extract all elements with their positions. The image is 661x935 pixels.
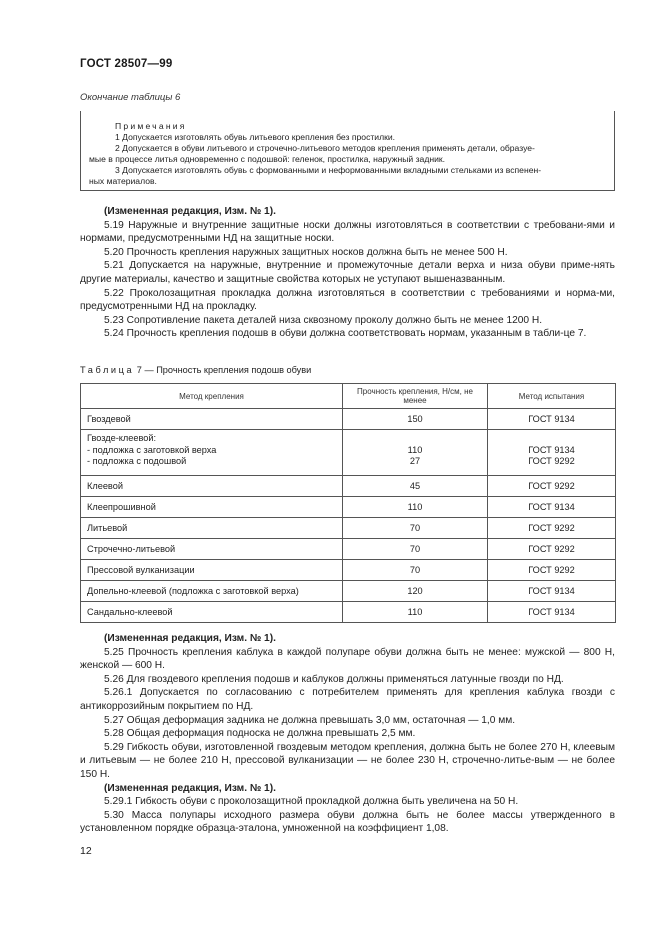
table-header-row (81, 384, 616, 409)
note-line: 1 Допускается изготовлять обувь литьевого крепления без простилки. (115, 132, 396, 142)
table-row (81, 560, 616, 581)
table-row (81, 497, 616, 518)
page-number: 12 (80, 845, 92, 857)
table-row (81, 602, 616, 623)
notes-title: Примечания (115, 121, 187, 131)
paragraph: 5.26 Для гвоздевого крепления подошв и каблуков должны применяться латунные гвозди по НД. (104, 673, 564, 685)
method-cell: Строчечно-литьевой (81, 539, 343, 560)
note-line: 3 Допускается изготовлять обувь с формованными и неформованными вкладными стельками из вспенен- (115, 165, 542, 175)
amendment-note: (Измененная редакция, Изм. № 1). (104, 782, 276, 794)
test-method-cell: ГОСТ 9134 ГОСТ 9292 (488, 430, 616, 476)
note-line: ных материалов. (89, 176, 157, 186)
table-caption (80, 365, 311, 375)
column-header: Прочность крепления, Н/см, не менее (343, 384, 488, 409)
paragraph: 5.24 Прочность крепления подошв в обуви должна соответствовать нормам, указанным в табли-це 7. (104, 328, 587, 340)
test-method-cell: ГОСТ 9292 (488, 539, 616, 560)
document-header: ГОСТ 28507—99 (80, 58, 173, 70)
method-cell: Клеепрошивной (81, 497, 343, 518)
test-method-cell: ГОСТ 9134 (488, 497, 616, 518)
method-cell: Литьевой (81, 518, 343, 539)
paragraph: 5.25 Прочность крепления каблука в каждой полупаре обуви должна быть не менее: мужской — 800 Н, женской — 600 Н. (80, 646, 615, 672)
method-cell: Прессовой вулканизации (81, 560, 343, 581)
table-row (81, 581, 616, 602)
paragraph: 5.29.1 Гибкость обуви с проколозащитной прокладкой должна быть увеличена на 50 Н. (104, 796, 519, 808)
amendment-note: (Измененная редакция, Изм. № 1). (104, 206, 276, 217)
section-5-19-to-5-24 (80, 205, 615, 341)
test-method-cell: ГОСТ 9134 (488, 602, 616, 623)
test-method-cell: ГОСТ 9134 (488, 409, 616, 430)
paragraph: 5.20 Прочность крепления наружных защитных носков должна быть не менее 500 Н. (104, 246, 508, 258)
strength-cell: 110 (343, 497, 488, 518)
strength-cell: 45 (343, 476, 488, 497)
strength-cell: 70 (343, 518, 488, 539)
column-header: Метод крепления (81, 384, 343, 409)
test-method-cell: ГОСТ 9292 (488, 560, 616, 581)
strength-cell: 150 (343, 409, 488, 430)
table-caption-label: Таблица (80, 365, 135, 375)
table-body (81, 409, 616, 623)
test-method-cell: ГОСТ 9292 (488, 518, 616, 539)
amendment-note: (Измененная редакция, Изм. № 1). (104, 633, 276, 644)
test-method-cell: ГОСТ 9134 (488, 581, 616, 602)
table-continuation-label: Окончание таблицы 6 (80, 92, 181, 103)
paragraph: 5.30 Масса полупары исходного размера обуви должна быть не более массы утвержденного в установленном порядке образца-эталона, умноженной на коэффициент 1,08. (80, 809, 615, 835)
strength-cell: 70 (343, 560, 488, 581)
paragraph: 5.28 Общая деформация подноска не должна превышать 2,5 мм. (104, 728, 416, 740)
method-cell: Сандально-клеевой (81, 602, 343, 623)
paragraph: 5.29 Гибкость обуви, изготовленной гвоздевым методом крепления, должна быть не более 270 Н, клеевым и литьевым — не более 210 Н, прессовой вулканизации — не более 230 Н, строчечно-литье-вым — не более 150 Н. (80, 741, 615, 780)
method-cell: Клеевой (81, 476, 343, 497)
paragraph: 5.22 Проколозащитная прокладка должна изготовляться в соответствии с требованиями и норма-ми, предусмотренными НД на прокладку. (80, 287, 615, 313)
sole-strength-table (80, 383, 616, 623)
strength-cell: 120 (343, 581, 488, 602)
table-row (81, 476, 616, 497)
table-row (81, 430, 616, 476)
strength-cell: 110 (343, 602, 488, 623)
paragraph: 5.26.1 Допускается по согласованию с потребителем применять для крепления каблука гвозди с антикоррозийным покрытием по НД. (80, 687, 615, 712)
table-row (81, 409, 616, 430)
note-line: 2 Допускается в обуви литьевого и строчечно-литьевого методов крепления применять детали, образуе- (115, 143, 535, 153)
method-cell: Допельно-клеевой (подложка с заготовкой верха) (81, 581, 343, 602)
table-caption-text: 7 — Прочность крепления подошв обуви (136, 365, 312, 375)
strength-cell: 70 (343, 539, 488, 560)
paragraph: 5.21 Допускается на наружные, внутренние и промежуточные детали верха и низа обуви приме-нять другие материалы, качество и защитные свойства которых не уступают вышеназванным. (80, 260, 615, 285)
paragraph: 5.19 Наружные и внутренние защитные носки должны изготовляться в соответствии с требовани-ями и нормами, предусмотренными НД на защитные носки. (80, 219, 615, 245)
test-method-cell: ГОСТ 9292 (488, 476, 616, 497)
table-row (81, 539, 616, 560)
section-5-25-to-5-30 (80, 632, 615, 836)
paragraph: 5.27 Общая деформация задника не должна превышать 3,0 мм, остаточная — 1,0 мм. (104, 714, 516, 726)
method-cell: Гвозде-клеевой: - подложка с заготовкой верха - подложка с подошвой (81, 430, 343, 476)
paragraph: 5.23 Сопротивление пакета деталей низа сквозному проколу должно быть не менее 1200 Н. (104, 314, 543, 326)
method-cell: Гвоздевой (81, 409, 343, 430)
table-row (81, 518, 616, 539)
strength-cell: 110 27 (343, 430, 488, 476)
note-line: мые в процессе литья одновременно с подошвой: геленок, простилка, наружный задник. (89, 154, 446, 164)
notes-box (80, 111, 615, 191)
column-header: Метод испытания (488, 384, 616, 409)
